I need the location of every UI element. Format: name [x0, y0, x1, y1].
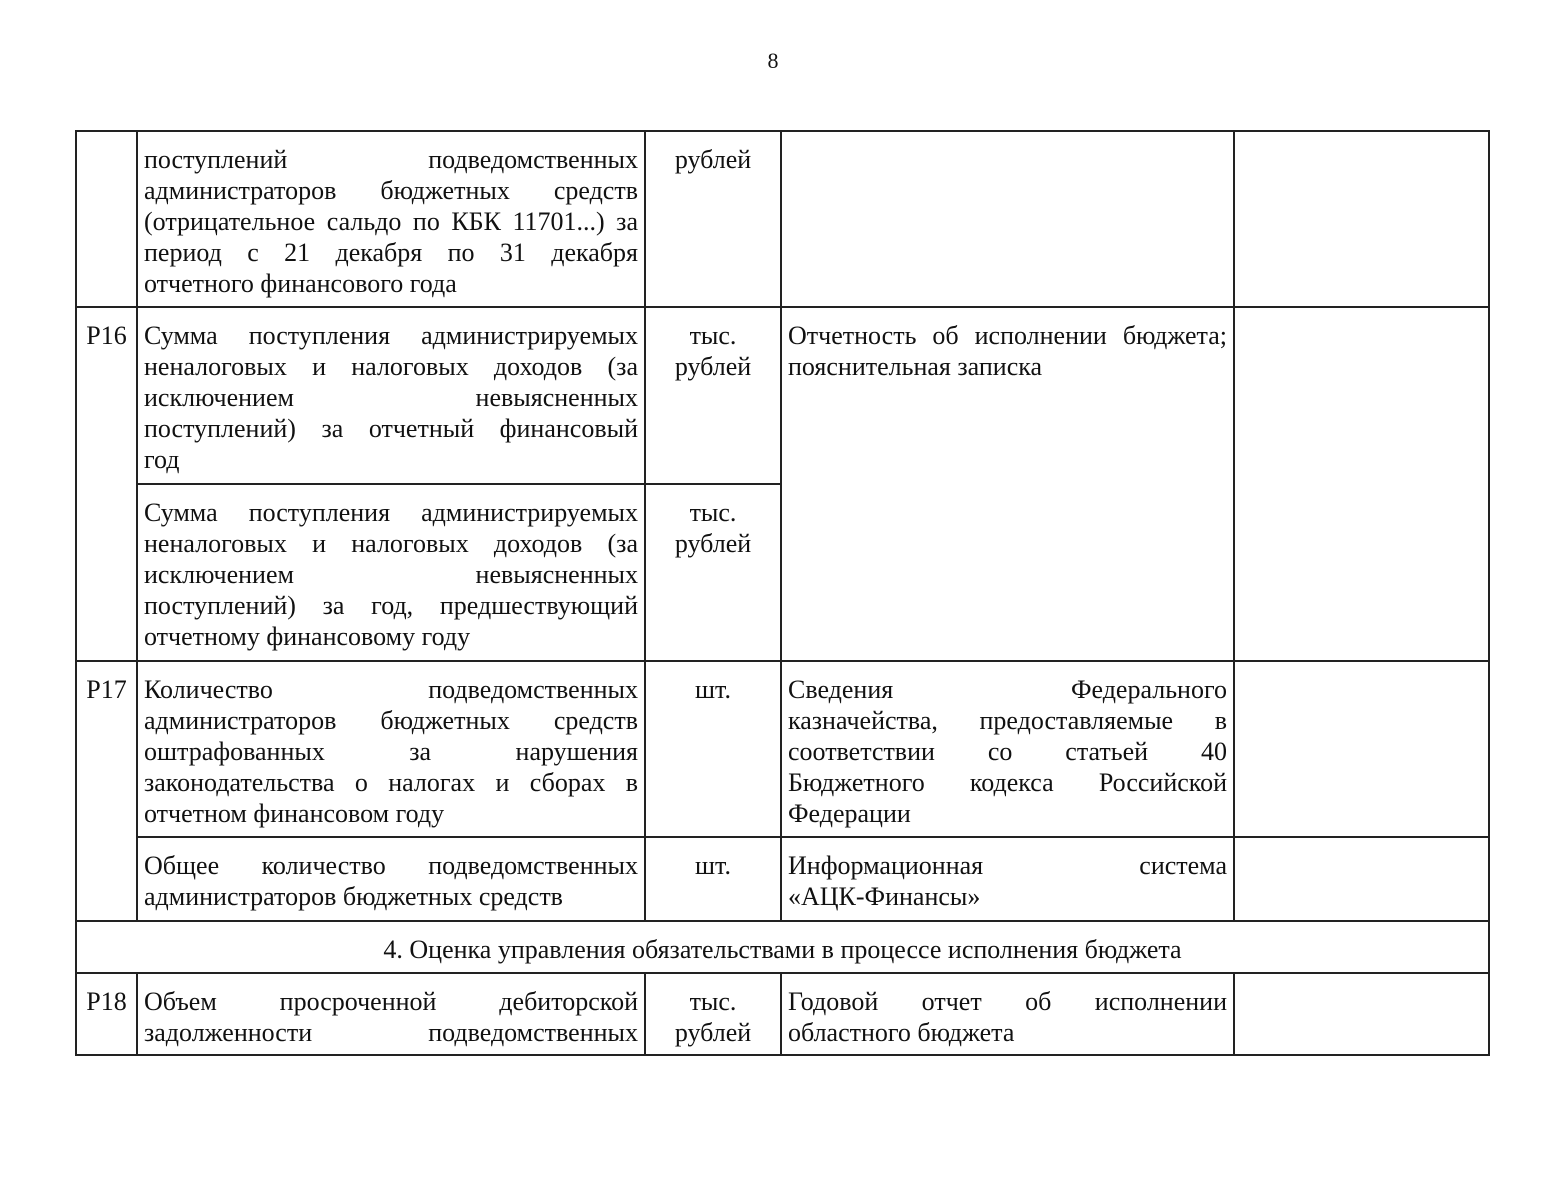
source-cell: [781, 973, 1234, 1055]
text-line: отчетному финансовому году: [144, 622, 471, 651]
text-line: исключением невыясненных: [144, 383, 638, 412]
text-line: неналоговых и налоговых доходов (за: [144, 352, 638, 381]
source-cell: [781, 661, 1234, 837]
text-line: казначейства, предоставляемые в: [788, 706, 1227, 735]
unit-cell: рублей: [645, 131, 781, 307]
table-row: [76, 661, 1489, 837]
source-cell: [781, 131, 1234, 307]
text-line: Сумма поступления администрируемых: [144, 498, 638, 527]
indicator-name: [137, 131, 645, 307]
text-line: «АЦК-Финансы»: [788, 882, 981, 911]
text-line: Объем просроченной дебиторской: [144, 987, 638, 1016]
note-cell: [1234, 973, 1489, 1055]
text-line: законодательства о налогах и сборах в: [144, 768, 638, 797]
source-cell: [781, 307, 1234, 661]
indicator-code: Р16: [76, 307, 137, 661]
text-line: Годовой отчет об исполнении: [788, 987, 1227, 1016]
unit-cell: [645, 307, 781, 484]
unit-line: тыс.: [689, 321, 737, 350]
page-number: 8: [767, 48, 779, 73]
section-title: 4. Оценка управления обязательствами в процессе исполнения бюджета: [76, 921, 1489, 973]
text-line: исключением невыясненных: [144, 560, 638, 589]
text-line: (отрицательное сальдо по КБК 11701...) за: [144, 207, 638, 236]
unit-cell: [645, 973, 781, 1055]
unit-line: рублей: [674, 1018, 752, 1047]
unit-line: рублей: [674, 529, 752, 558]
text-line: отчетного финансового года: [144, 269, 457, 298]
note-cell: [1234, 307, 1489, 661]
text-line: пояснительная записка: [788, 352, 1043, 381]
text-line: отчетном финансовом году: [144, 799, 445, 828]
text-line: поступлений) за отчетный финансовый: [144, 414, 638, 443]
unit-line: тыс.: [689, 987, 737, 1016]
text-line: поступлений подведомственных: [144, 145, 638, 174]
table-row: [76, 307, 1489, 484]
text-line: задолженности подведомственных: [144, 1018, 638, 1047]
indicator-code: Р17: [76, 661, 137, 921]
text-line: администраторов бюджетных средств: [144, 176, 638, 205]
text-line: Сведения Федерального: [788, 675, 1227, 704]
text-line: соответствии со статьей 40: [788, 737, 1227, 766]
unit-cell: [645, 484, 781, 661]
text-line: период с 21 декабря по 31 декабря: [144, 238, 638, 267]
text-line: Бюджетного кодекса Российской: [788, 768, 1227, 797]
indicator-table: [75, 130, 1490, 1056]
text-line: неналоговых и налоговых доходов (за: [144, 529, 638, 558]
indicator-name: [137, 484, 645, 661]
note-cell: [1234, 661, 1489, 837]
unit-cell: шт.: [645, 661, 781, 837]
note-cell: [1234, 131, 1489, 307]
text-line: Федерации: [788, 799, 911, 828]
text-line: администраторов бюджетных средств: [144, 882, 563, 911]
text-line: оштрафованных за нарушения: [144, 737, 638, 766]
indicator-name: [137, 307, 645, 484]
note-cell: [1234, 837, 1489, 921]
text-line: Сумма поступления администрируемых: [144, 321, 638, 350]
text-line: областного бюджета: [788, 1018, 1015, 1047]
indicator-code: Р18: [76, 973, 137, 1055]
indicator-code: [76, 131, 137, 307]
indicator-name: [137, 973, 645, 1055]
text-line: Отчетность об исполнении бюджета;: [788, 321, 1227, 350]
table-row: [76, 837, 1489, 921]
text-line: Количество подведомственных: [144, 675, 638, 704]
table-row: [76, 131, 1489, 307]
unit-line: рублей: [674, 352, 752, 381]
table-row: [76, 973, 1489, 1055]
text-line: Информационная система: [788, 851, 1227, 880]
unit-cell: шт.: [645, 837, 781, 921]
source-cell: [781, 837, 1234, 921]
text-line: Общее количество подведомственных: [144, 851, 638, 880]
text-line: поступлений) за год, предшествующий: [144, 591, 638, 620]
section-row: [76, 921, 1489, 973]
indicator-name: [137, 837, 645, 921]
indicator-name: [137, 661, 645, 837]
text-line: год: [144, 445, 180, 474]
unit-line: тыс.: [689, 498, 737, 527]
text-line: администраторов бюджетных средств: [144, 706, 638, 735]
